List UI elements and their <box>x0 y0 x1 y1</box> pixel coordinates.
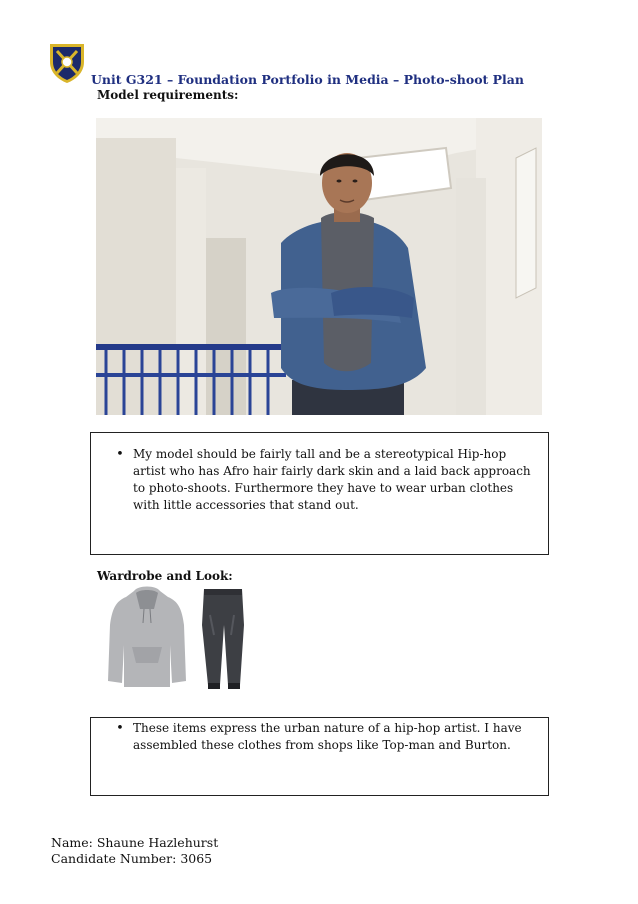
candidate-number: Candidate Number: 3065 <box>51 851 213 866</box>
document-title: Unit G321 – Foundation Portfolio in Media – Photo-shoot Plan <box>91 72 524 87</box>
footer <box>51 835 218 867</box>
student-name: Name: Shaune Hazlehurst <box>51 835 219 850</box>
wardrobe-description-box <box>90 717 549 796</box>
model-description-text: My model should be fairly tall and be a stereotypical Hip-hop artist who has Afro hair fairly dark skin and a laid back approach to photo-shoots. Furthermore they have to wear urban clothes with little accessories that stand out. <box>133 447 531 512</box>
model-description-box <box>90 432 549 555</box>
wardrobe-description-text: These items express the urban nature of a hip-hop artist. I have assembled these clothes from shops like Top-man and Burton. <box>133 721 522 752</box>
school-crest-logo <box>48 42 86 84</box>
model-photo <box>96 118 542 415</box>
wardrobe-heading: Wardrobe and Look: <box>97 569 233 583</box>
bullet-icon: • <box>116 447 124 462</box>
wardrobe-description-item <box>107 720 532 754</box>
hoodie-icon <box>106 585 188 689</box>
model-requirements-heading: Model requirements: <box>97 88 239 102</box>
wardrobe-items <box>106 585 256 689</box>
model-description-item <box>107 446 532 514</box>
jeans-icon <box>198 585 248 689</box>
bullet-icon: • <box>116 721 124 736</box>
